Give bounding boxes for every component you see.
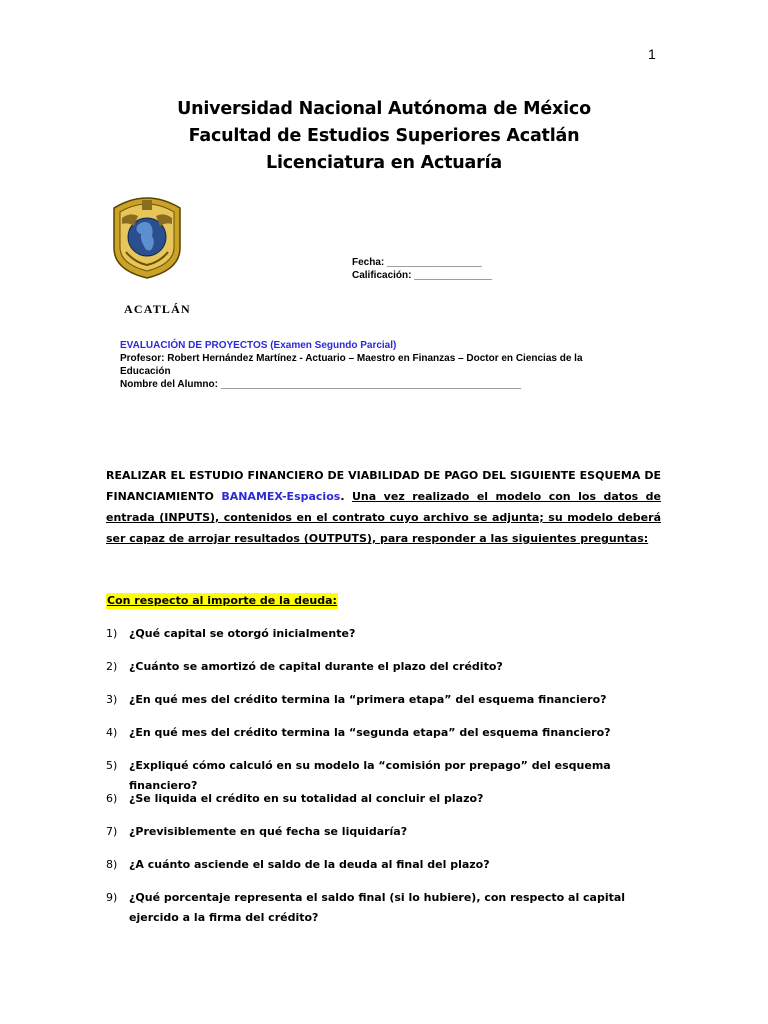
professor-line-continuation: Educación xyxy=(120,366,171,377)
question-text: ¿Previsiblemente en qué fecha se liquidaría? xyxy=(129,825,408,838)
question-item xyxy=(106,822,666,855)
instructions-separator: . xyxy=(340,490,352,503)
question-item xyxy=(106,723,666,756)
question-number: 9) xyxy=(106,891,118,904)
grading-fields xyxy=(352,256,492,282)
instructions-underlined: Una vez realizado el modelo con los datos de entrada (INPUTS), contenidos en el contrato cuyo archivo se adjunta; su modelo deberá ser capaz de arrojar resultados (OUTPUTS), para responder a las siguientes preguntas: xyxy=(106,490,662,545)
question-item xyxy=(106,690,666,723)
question-item xyxy=(106,756,666,792)
question-number: 5) xyxy=(106,759,118,772)
page-number: 1 xyxy=(648,46,656,62)
question-number: 1) xyxy=(106,627,118,640)
question-text: ¿A cuánto asciende el saldo de la deuda al final del plazo? xyxy=(129,858,490,871)
question-text: ¿Qué porcentaje representa el saldo final (si lo hubiere), con respecto al capital ejercido a la firma del crédito? xyxy=(129,891,626,924)
program-name: Licenciatura en Actuaría xyxy=(266,153,502,173)
question-text: ¿Se liquida el crédito en su totalidad al concluir el plazo? xyxy=(129,792,484,805)
question-list xyxy=(106,624,666,933)
seal-label: ACATLÁN xyxy=(124,302,191,316)
professor-line: Profesor: Robert Hernández Martínez - Actuario – Maestro en Finanzas – Doctor en Ciencias de la xyxy=(120,353,583,364)
question-number: 4) xyxy=(106,726,118,739)
question-number: 7) xyxy=(106,825,118,838)
question-text: ¿En qué mes del crédito termina la “segunda etapa” del esquema financiero? xyxy=(129,726,611,739)
question-text: ¿Qué capital se otorgó inicialmente? xyxy=(129,627,356,640)
question-number: 8) xyxy=(106,858,118,871)
question-text: ¿En qué mes del crédito termina la “primera etapa” del esquema financiero? xyxy=(129,693,607,706)
grade-field: Calificación: ______________ xyxy=(352,270,493,281)
question-item xyxy=(106,789,666,822)
instructions-text: REALIZAR EL ESTUDIO FINANCIERO DE VIABILIDAD DE PAGO DEL SIGUIENTE ESQUEMA DE FINANCIAMIENTO xyxy=(106,469,661,503)
question-number: 2) xyxy=(106,660,118,673)
question-item xyxy=(106,855,666,888)
university-name: Universidad Nacional Autónoma de México xyxy=(177,99,591,119)
question-text: ¿Cuánto se amortizó de capital durante el plazo del crédito? xyxy=(129,660,503,673)
question-number: 3) xyxy=(106,693,118,706)
product-name: BANAMEX-Espacios xyxy=(221,490,341,503)
document-header xyxy=(0,96,768,176)
instructions-paragraph xyxy=(106,465,661,549)
exam-title: EVALUACIÓN DE PROYECTOS (Examen Segundo Parcial) xyxy=(120,340,397,351)
unam-seal-icon xyxy=(104,190,190,280)
question-text: ¿Expliqué cómo calculó en su modelo la “comisión por prepago” del esquema financiero? xyxy=(129,759,611,792)
exam-info xyxy=(120,339,620,391)
faculty-name: Facultad de Estudios Superiores Acatlán xyxy=(188,126,580,146)
student-name-field: Nombre del Alumno: ______________________________________________________ xyxy=(120,379,522,390)
question-number: 6) xyxy=(106,792,118,805)
section-title: Con respecto al importe de la deuda: xyxy=(107,594,337,607)
question-item xyxy=(106,624,666,657)
question-item xyxy=(106,657,666,690)
date-field: Fecha: _________________ xyxy=(352,257,482,268)
question-item xyxy=(106,888,666,933)
